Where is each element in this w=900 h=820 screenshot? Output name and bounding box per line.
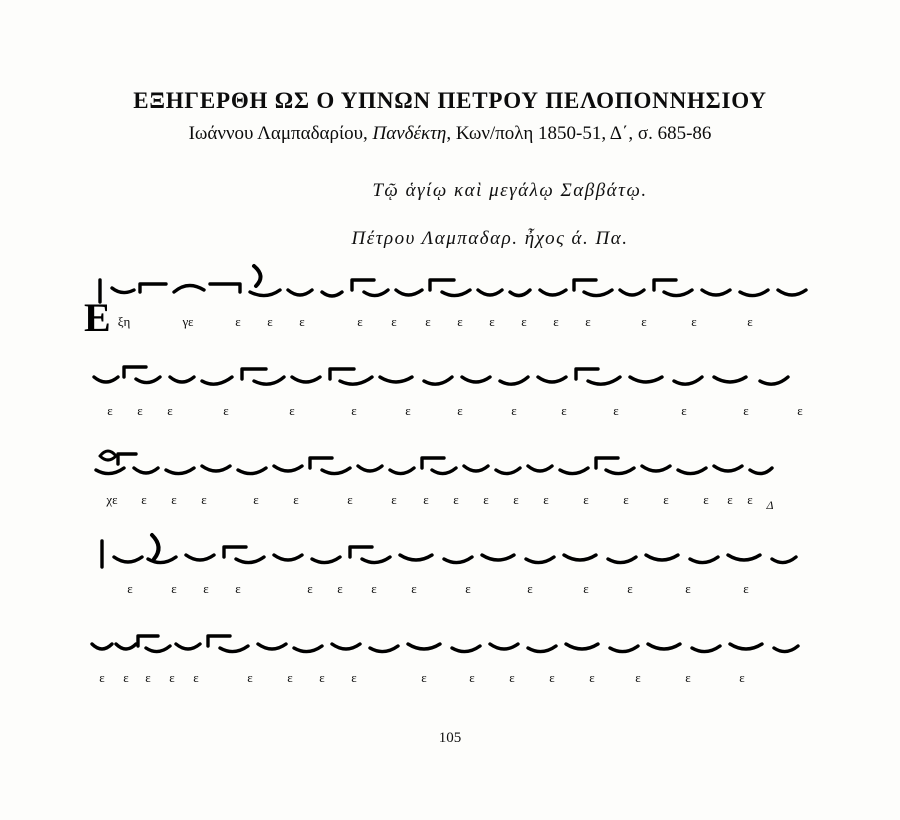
syllable: ε [483, 492, 489, 507]
syllable: ε [287, 670, 293, 685]
syllable: ε [613, 403, 619, 418]
syllable: ε [267, 314, 273, 329]
syllable: ε [107, 403, 113, 418]
syllable: ε [145, 670, 151, 685]
syllable: ε [511, 403, 517, 418]
syllable: ε [641, 314, 647, 329]
syllable: ε [635, 670, 641, 685]
syllable: ε [685, 670, 691, 685]
heading-block [0, 88, 900, 145]
syllable: ε [391, 314, 397, 329]
syllable: ε [453, 492, 459, 507]
syllable-row-4 [78, 581, 823, 607]
neume-row-4 [78, 529, 823, 585]
drop-cap: Ε [84, 295, 111, 340]
syllable: ε [289, 403, 295, 418]
syllable: ε [357, 314, 363, 329]
page-subtitle [0, 123, 900, 145]
syllable: ε [169, 670, 175, 685]
syllable: ε [337, 581, 343, 596]
notation-area [78, 262, 823, 707]
syllable: ε [425, 314, 431, 329]
syllable: ε [137, 403, 143, 418]
syllable: ε [167, 403, 173, 418]
syllable: ξη [117, 314, 131, 329]
syllable: ε [521, 314, 527, 329]
syllable: ε [527, 581, 533, 596]
syllable: ε [747, 314, 753, 329]
syllable: ε [203, 581, 209, 596]
syllable: ε [423, 492, 429, 507]
notation-line [78, 440, 823, 529]
notation-line [78, 618, 823, 707]
syllable: ε [457, 314, 463, 329]
syllable: ε [299, 314, 305, 329]
syllable: ε [747, 492, 753, 507]
syllable: ε [585, 314, 591, 329]
syllable: ε [489, 314, 495, 329]
syllable: ε [583, 492, 589, 507]
syllable: ε [171, 581, 177, 596]
syllable: ε [663, 492, 669, 507]
syllable: ε [235, 581, 241, 596]
syllable: ε [371, 581, 377, 596]
neume-row-3 [78, 440, 823, 496]
neume-row-1 [78, 262, 823, 318]
syllable: ε [457, 403, 463, 418]
notation-line [78, 262, 823, 351]
syllable: ε [465, 581, 471, 596]
syllable: ε [583, 581, 589, 596]
syllable: ε [223, 403, 229, 418]
page-title: ΕΞΗΓΕΡΘΗ ΩΣ Ο ΥΠΝΩΝ ΠΕΤΡΟΥ ΠΕΛΟΠΟΝΝΗΣΙΟΥ [133, 88, 767, 113]
syllable: ε [235, 314, 241, 329]
syllable: ε [351, 403, 357, 418]
syllable-row-2 [78, 403, 823, 429]
notation-line [78, 529, 823, 618]
rubric-occasion: Τῷ ἁγίῳ καὶ μεγάλῳ Σαββάτῳ. [372, 180, 648, 201]
syllable: ε [141, 492, 147, 507]
page-number: 105 [438, 730, 462, 746]
syllable: ε [623, 492, 629, 507]
syllable: ε [193, 670, 199, 685]
syllable: ε [513, 492, 519, 507]
subtitle-suffix: , Κων/πολη 1850-51, Δ΄, σ. 685-86 [446, 123, 712, 144]
syllable: ε [201, 492, 207, 507]
syllable: ε [123, 670, 129, 685]
syllable: ε [549, 670, 555, 685]
neume-row-5 [78, 618, 823, 674]
subtitle-source-title: Πανδέκτη [372, 123, 447, 144]
syllable: ε [797, 403, 803, 418]
syllable: ε [743, 581, 749, 596]
neume-row-2 [78, 351, 823, 407]
syllable: ε [307, 581, 313, 596]
syllable: ε [391, 492, 397, 507]
syllable: ε [469, 670, 475, 685]
syllable: ε [127, 581, 133, 596]
syllable: ε [743, 403, 749, 418]
syllable: ε [627, 581, 633, 596]
syllable: ε [685, 581, 691, 596]
syllable: ε [405, 403, 411, 418]
syllable-row-3 [78, 492, 823, 518]
syllable: ε [293, 492, 299, 507]
syllable: ε [319, 670, 325, 685]
syllable: ε [739, 670, 745, 685]
syllable: ε [543, 492, 549, 507]
syllable-row-5 [78, 670, 823, 696]
syllable: ε [421, 670, 427, 685]
syllable-row-1 [78, 314, 823, 340]
syllable: ε [553, 314, 559, 329]
syllable: ε [411, 581, 417, 596]
syllable: ε [99, 670, 105, 685]
syllable: ε [681, 403, 687, 418]
syllable: ε [561, 403, 567, 418]
syllable: γε [182, 314, 194, 329]
syllable: ε [253, 492, 259, 507]
syllable: χε [106, 492, 118, 507]
syllable: ε [509, 670, 515, 685]
subtitle-prefix: Ιωάννου Λαμπαδαρίου, [188, 123, 373, 144]
syllable: ε [589, 670, 595, 685]
syllable: ε [247, 670, 253, 685]
syllable: ε [347, 492, 353, 507]
syllable: ε [171, 492, 177, 507]
syllable: ε [703, 492, 709, 507]
syllable: ε [691, 314, 697, 329]
syllable: ε [727, 492, 733, 507]
notation-line [78, 351, 823, 440]
rubric-composer-mode: Πέτρου Λαμπαδαρ. ἦχος ά. Πα. [351, 228, 629, 249]
martyria-sign: Δ [766, 498, 774, 512]
syllable: ε [351, 670, 357, 685]
